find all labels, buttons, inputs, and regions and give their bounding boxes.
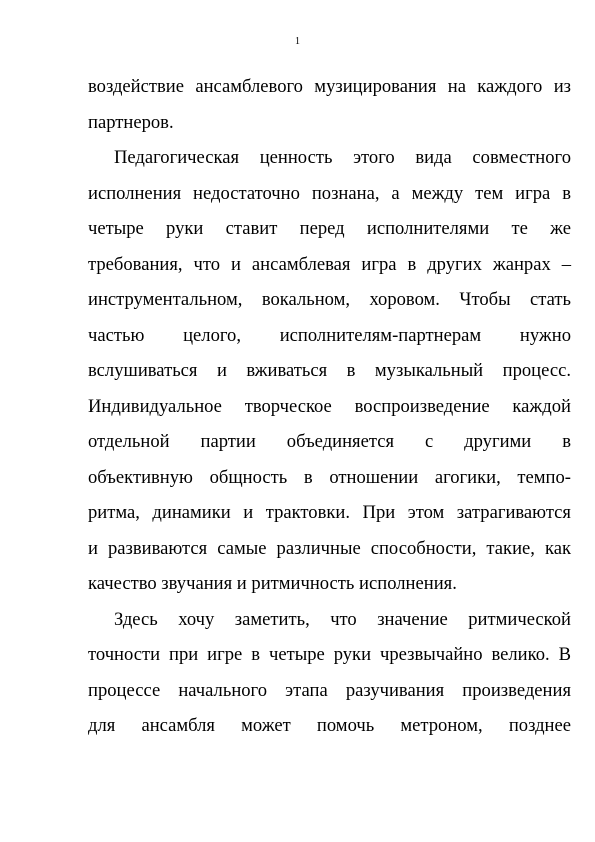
text-line: четыре руки ставит перед исполнителями те же (88, 218, 571, 239)
text-line: и развиваются самые различные способности, такие, как (88, 537, 571, 559)
text-line: для ансамбля может помочь метроном, позднее (88, 715, 571, 736)
text-line: частью целого, исполнителям-партнерам нужно (88, 324, 571, 346)
text-line: ритма, динамики и трактовки. При этом затрагиваются (88, 502, 571, 523)
text-line: инструментальном, вокальном, хоровом. Чтобы стать (88, 289, 571, 310)
text-line: процессе начального этапа разучивания произведения (88, 679, 571, 701)
text-line: исполнения недостаточно познана, а между тем игра в (88, 182, 571, 204)
text-line: Педагогическая ценность этого вида совместного (114, 147, 571, 168)
text-line: воздействие ансамблевого музицирования на каждого из (88, 76, 571, 97)
text-line: качество звучания и ритмичность исполнения. (88, 573, 457, 594)
text-line: Индивидуальное творческое воспроизведение каждой (88, 395, 571, 417)
text-line: отдельной партии объединяется с другими в (88, 431, 571, 452)
text-line: вслушиваться и вживаться в музыкальный процесс. (88, 360, 571, 381)
text-line: требования, что и ансамблевая игра в других жанрах – (88, 253, 571, 275)
text-line: точности при игре в четыре руки чрезвычайно велико. В (88, 644, 571, 665)
text-line: партнеров. (88, 111, 174, 133)
body-text (88, 69, 571, 744)
page-number: 1 (295, 36, 300, 47)
text-line: Здесь хочу заметить, что значение ритмической (114, 608, 571, 630)
text-line: объективную общность в отношении агогики, темпо- (88, 466, 571, 488)
